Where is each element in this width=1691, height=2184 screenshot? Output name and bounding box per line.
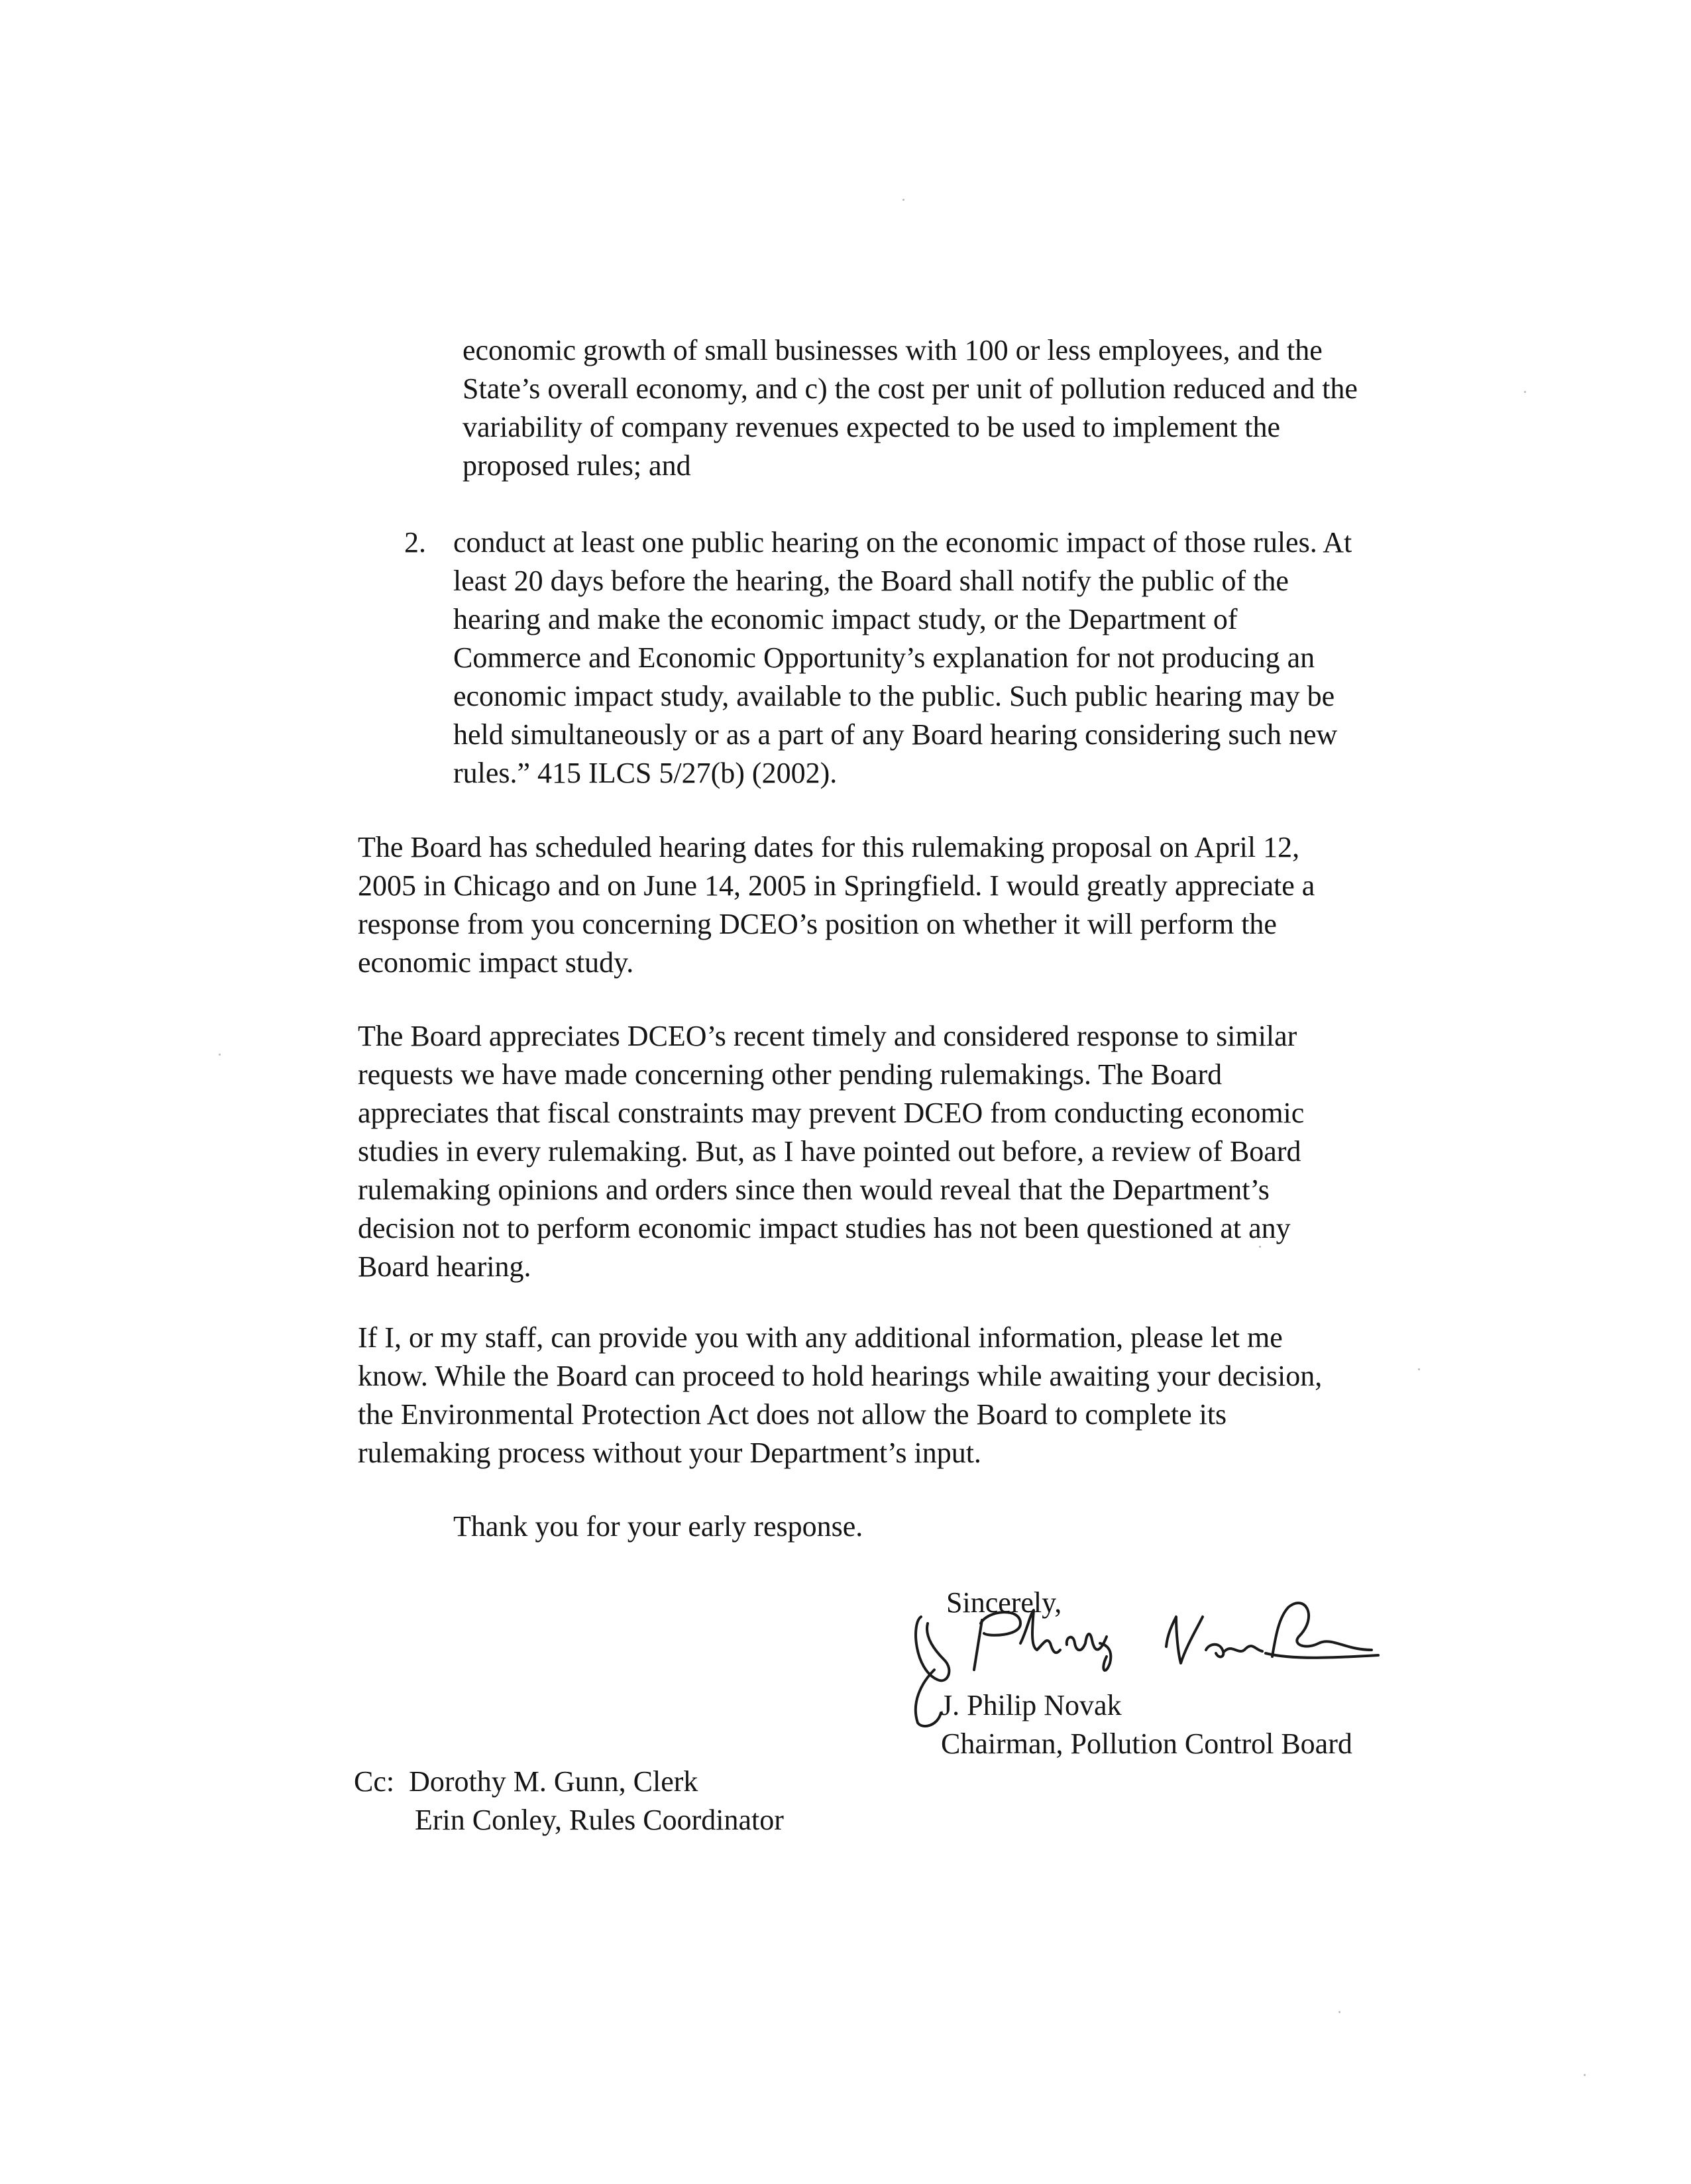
signature-text: J. Philip Novak xyxy=(908,1597,912,1598)
text-line: The Board has scheduled hearing dates for this rulemaking proposal on April 12, xyxy=(358,831,1300,863)
paragraph-hearing-dates xyxy=(358,828,1315,982)
text-line: least 20 days before the hearing, the Board shall notify the public of the xyxy=(453,565,1289,597)
text-line: Thank you for your early response. xyxy=(453,1510,863,1543)
salutation-text: Sincerely, xyxy=(946,1586,1062,1619)
text-line: decision not to perform economic impact studies has not been questioned at any xyxy=(358,1212,1291,1244)
text-line: hearing and make the economic impact study, or the Department of xyxy=(453,603,1238,635)
cc-recipient: Dorothy M. Gunn, Clerk xyxy=(409,1765,698,1798)
cc-line-1 xyxy=(354,1763,784,1801)
text-line: appreciates that fiscal constraints may prevent DCEO from conducting economic xyxy=(358,1097,1305,1129)
text-line: economic growth of small businesses with 100 or less employees, and the xyxy=(463,334,1323,366)
cc-label: Cc: xyxy=(354,1765,395,1798)
scan-speck xyxy=(1418,1368,1420,1370)
text-line: rulemaking opinions and orders since then would reveal that the Department’s xyxy=(358,1174,1270,1206)
scan-speck xyxy=(1584,2074,1586,2076)
text-line: 2005 in Chicago and on June 14, 2005 in Springfield. I would greatly appreciate a xyxy=(358,869,1315,902)
text-line: If I, or my staff, can provide you with any additional information, please let me xyxy=(358,1321,1283,1354)
paragraph-additional-info xyxy=(358,1319,1322,1472)
text-line: held simultaneously or as a part of any Board hearing considering such new xyxy=(453,718,1338,751)
scan-speck xyxy=(1338,2011,1340,2013)
text-line: Commerce and Economic Opportunity’s explanation for not producing an xyxy=(453,641,1315,674)
text-line: economic impact study, available to the public. Such public hearing may be xyxy=(453,680,1335,712)
text-line: conduct at least one public hearing on the economic impact of those rules. At xyxy=(453,526,1352,559)
scan-speck xyxy=(1524,391,1526,393)
text-line: the Environmental Protection Act does not allow the Board to complete its xyxy=(358,1398,1227,1431)
text-line: studies in every rulemaking. But, as I have pointed out before, a review of Board xyxy=(358,1135,1301,1168)
text-line: requests we have made concerning other pending rulemakings. The Board xyxy=(358,1058,1223,1091)
signer-name: J. Philip Novak xyxy=(941,1689,1122,1721)
text-line: rulemaking process without your Department’s input. xyxy=(358,1437,981,1469)
thank-you-line xyxy=(453,1507,863,1546)
paragraph-appreciation xyxy=(358,1017,1304,1286)
cc-block xyxy=(354,1763,784,1839)
text-line: proposed rules; and xyxy=(463,449,691,482)
scan-speck xyxy=(219,1054,221,1056)
list-item-2-text xyxy=(453,523,1352,792)
signer-title: Chairman, Pollution Control Board xyxy=(941,1727,1352,1760)
text-line: know. While the Board can proceed to hold hearings while awaiting your decision, xyxy=(358,1360,1323,1392)
text-line: State’s overall economy, and c) the cost per unit of pollution reduced and the xyxy=(463,372,1358,405)
scan-speck xyxy=(1259,1246,1261,1248)
text-line: variability of company revenues expected to be used to implement the xyxy=(463,411,1281,443)
signer-block xyxy=(941,1686,1352,1763)
list-item-2-number: 2. xyxy=(404,526,426,559)
cc-recipient: Erin Conley, Rules Coordinator xyxy=(415,1804,784,1836)
list-item-1-continuation xyxy=(463,331,1358,485)
cc-line-2 xyxy=(354,1801,784,1839)
scan-speck xyxy=(902,199,904,201)
text-line: The Board appreciates DCEO’s recent timely and considered response to similar xyxy=(358,1020,1297,1052)
text-line: response from you concerning DCEO’s position on whether it will perform the xyxy=(358,908,1277,940)
text-line: economic impact study. xyxy=(358,946,634,979)
text-line: rules.” 415 ILCS 5/27(b) (2002). xyxy=(453,757,838,789)
text-line: Board hearing. xyxy=(358,1250,531,1283)
